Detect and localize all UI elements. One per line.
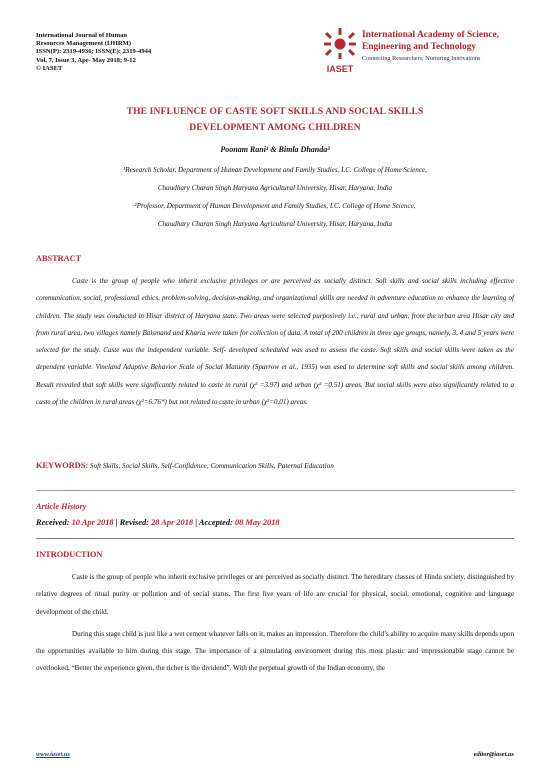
journal-name-line2: Resources Management (IJHRM) bbox=[36, 40, 132, 48]
introduction-heading: INTRODUCTION bbox=[36, 550, 103, 559]
divider-bottom bbox=[36, 538, 514, 539]
abstract-body bbox=[36, 273, 514, 411]
keywords bbox=[36, 461, 334, 470]
accepted-date: 08 May 2018 bbox=[234, 518, 280, 527]
journal-volume: Vol. 7, Issue 3, Apr- May 2018; 9-12 bbox=[36, 56, 136, 64]
title-line2: DEVELOPMENT AMONG CHILDREN bbox=[189, 122, 361, 133]
journal-info bbox=[36, 32, 151, 73]
publisher-name-line2: Engineering and Technology bbox=[362, 41, 477, 52]
keywords-label: KEYWORDS: bbox=[36, 461, 89, 470]
publisher-block bbox=[362, 30, 499, 62]
affiliation-2-line1: ²Professor, Department of Human Development and Family Studies, I.C. College of Home Science, bbox=[134, 202, 416, 210]
date-separator-1: | bbox=[113, 518, 120, 527]
publisher-name-line1: International Academy of Science, bbox=[362, 30, 499, 40]
journal-issn: ISSN(P): 2319-4936; ISSN(E): 2319-4944 bbox=[36, 48, 152, 56]
journal-name-line1: International Journal of Human bbox=[36, 32, 128, 39]
divider-top bbox=[36, 490, 514, 491]
revised-label: Revised: bbox=[119, 518, 149, 527]
logo-wordmark: IASET bbox=[326, 64, 354, 74]
abstract-text: Caste is the group of people who inherit exclusive privileges or are perceived as socially distinct. Soft skills and social skills including effective communication, social, professional ethics, problem-solving, decision-making, and organizational skills are needed in adventure education to enhance the learning of children. The study was conducted in Hisar district of Haryana state. Two areas were selected purposively i.e., rural and urban, from the urban area Hisar city and from rural area, two villages namely Balsmand and Kharia were taken for collection of data. A total of 200 children in three age groups, namely, 3, 4 and 5 years were selected for the study. Caste was the independent variable. Self- developed scheduled was used to assess the caste. Soft skills and social skills were taken as the dependent variable. Vineland Adaptive Behavior Scale of Social Maturity (Sparrow et al., 1935) was used to determine soft skills and social skills among children. Result revealed that soft skills were significantly related to caste in rural (χ² =3.97) and urban (χ² =0.51) areas. But social skills were also significantly related to a caste of the children in rural areas (χ²=6.76*) but not related to caste in urban (χ²=0.01) areas. bbox=[36, 277, 514, 407]
journal-copyright: © IASET bbox=[36, 64, 63, 72]
footer-email: editor@iaset.us bbox=[473, 751, 514, 758]
iaset-logo-icon bbox=[318, 26, 362, 76]
intro-paragraph-1: Caste is the group of people who inherit exclusive privileges or are perceived as socially distinct. The hereditary classes of Hindu society, distinguished by relative degrees of ritual purity or pollution and of social status. The first five years of life are crucial for physical, social, emotional, cognitive and language development of the child. bbox=[36, 573, 514, 616]
paper-title bbox=[40, 104, 510, 136]
introduction-body bbox=[36, 569, 514, 678]
date-separator-2: | bbox=[193, 518, 199, 527]
abstract-heading: ABSTRACT bbox=[36, 254, 82, 263]
accepted-label: Accepted: bbox=[198, 518, 233, 527]
authors: Poonam Rani¹ & Bimla Dhanda² bbox=[220, 145, 330, 154]
received-label: Received: bbox=[36, 518, 70, 527]
revised-date: 28 Apr 2018 bbox=[151, 518, 194, 527]
affiliation-1-line1: ¹Research Scholar, Department of Human Development and Family Studies, I.C. College of Home Science, bbox=[123, 166, 427, 174]
affiliation-2-line2: Chaudhary Charan Singh Haryana Agricultural University, Hisar, Haryana, India bbox=[157, 220, 393, 228]
received-date: 10 Apr 2018 bbox=[71, 518, 114, 527]
intro-paragraph-2: During this stage child is just like a wet cement whatever falls on it, makes an impression. Therefore the child’s ability to acquire many skills depends upon the opportunities available to him during this stage. The importance of a stimulating environment during this most plastic and impressionable stage cannot be overlooked. “Better the experience given, the richer is the dividend”. With the perpetual growth of the Indian economy, the bbox=[36, 629, 514, 673]
article-history-label: Article History bbox=[36, 502, 87, 511]
keywords-text: Soft Skills, Social Skills, Self-Confidence, Communication Skills, Paternal Education bbox=[89, 462, 334, 470]
publisher-tagline: Connecting Researchers; Nurturing Innovations bbox=[362, 55, 481, 62]
title-line1: THE INFLUENCE OF CASTE SOFT SKILLS AND SOCIAL SKILLS bbox=[126, 106, 424, 117]
footer-website-link[interactable]: www.iaset.us bbox=[36, 751, 70, 758]
affiliation-1-line2: Chaudhary Charan Singh Haryana Agricultural University, Hisar, Haryana, India bbox=[157, 184, 393, 192]
article-dates bbox=[36, 518, 280, 527]
